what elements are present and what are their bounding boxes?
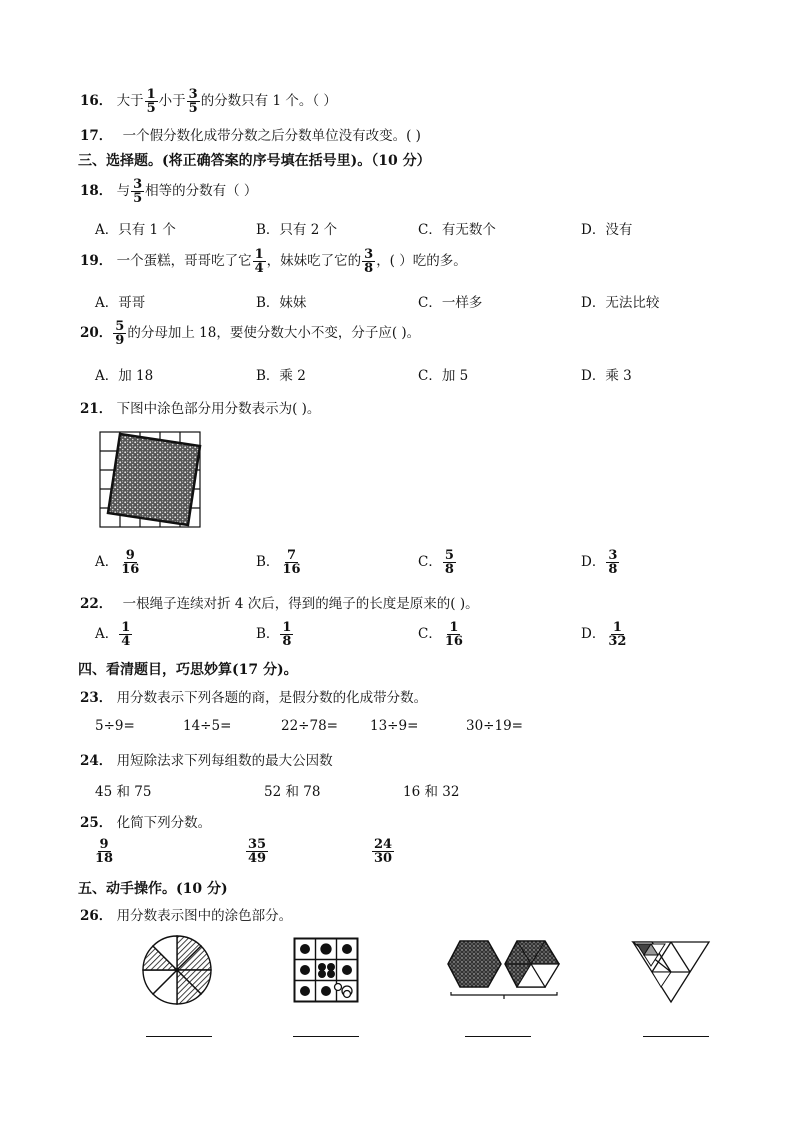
fraction: $\frac{1}{4}$ xyxy=(254,247,264,276)
question-24 xyxy=(80,749,333,769)
expression: 30÷19= xyxy=(466,718,523,734)
option-b: B．妹妹 xyxy=(256,295,307,311)
fraction: $\frac{1}{8}$ xyxy=(282,620,292,649)
option-d: D． $\frac{3}{8}$ xyxy=(581,548,618,577)
question-number: 16． xyxy=(80,93,113,109)
question-text-mid: ，妹妹吃了它的 xyxy=(266,253,362,269)
fraction: $\frac{24}{30}$ xyxy=(374,837,393,866)
answer-blank[interactable] xyxy=(465,1036,531,1037)
section-title: 五、动手操作。(10 分) xyxy=(78,881,228,897)
question-number: 26． xyxy=(80,908,113,924)
option-a: A．只有 1 个 xyxy=(95,222,176,238)
question-17 xyxy=(80,124,421,144)
question-number: 25． xyxy=(80,815,113,831)
question-number: 19． xyxy=(80,253,113,269)
number-pair: 45 和 75 xyxy=(95,784,152,800)
fraction-item xyxy=(92,838,116,865)
expression: 14÷5= xyxy=(183,718,232,734)
fraction: $\frac{3}{5}$ xyxy=(188,87,198,116)
answer-blank[interactable] xyxy=(293,1036,359,1037)
hexagons-figure xyxy=(445,937,563,1003)
fraction: $\frac{9}{18}$ xyxy=(95,837,114,866)
option-b: B． $\frac{7}{16}$ xyxy=(256,548,301,577)
fraction: $\frac{1}{16}$ xyxy=(444,620,463,649)
answer-blank[interactable] xyxy=(146,1036,212,1037)
question-number: 18． xyxy=(80,183,113,199)
question-20 xyxy=(80,320,420,347)
section-title: 三、选择题。(将正确答案的序号填在括号里)。（10 分） xyxy=(78,153,431,169)
question-text-post: 的分母加上 18，要使分数大小不变，分子应( )。 xyxy=(127,325,421,341)
fraction: $\frac{1}{32}$ xyxy=(608,620,627,649)
fraction-item xyxy=(371,838,395,865)
question-text-post: 相等的分数有（ ） xyxy=(145,183,258,199)
question-text-pre: 与 xyxy=(116,183,131,199)
option-b: B．只有 2 个 xyxy=(256,222,338,238)
question-text: 化简下列分数。 xyxy=(116,815,212,831)
question-16 xyxy=(80,88,337,115)
grid-figure xyxy=(99,431,203,529)
option-c: C．一样多 xyxy=(418,295,483,311)
option-b: B． $\frac{1}{8}$ xyxy=(256,620,292,649)
option-d: D．没有 xyxy=(581,222,633,238)
question-number: 21． xyxy=(80,401,113,417)
fraction: $\frac{35}{49}$ xyxy=(248,837,267,866)
question-25 xyxy=(80,811,211,831)
fraction: $\frac{3}{8}$ xyxy=(608,548,618,577)
number-pair: 16 和 32 xyxy=(403,784,460,800)
question-number: 20． xyxy=(80,325,113,341)
question-19 xyxy=(80,248,467,275)
question-number: 17． xyxy=(80,128,113,144)
question-text-post: 的分数只有 1 个。（ ） xyxy=(200,93,337,109)
option-c: C． $\frac{5}{8}$ xyxy=(418,548,454,577)
question-text: 用分数表示图中的涂色部分。 xyxy=(116,908,293,924)
fraction: $\frac{3}{5}$ xyxy=(133,177,143,206)
option-c: C． $\frac{1}{16}$ xyxy=(418,620,463,649)
question-text-post: ，( ）吃的多。 xyxy=(376,253,467,269)
pie-figure xyxy=(141,934,213,1006)
question-text-pre: 一个蛋糕，哥哥吃了它 xyxy=(116,253,252,269)
question-number: 24． xyxy=(80,753,113,769)
option-a: A． $\frac{9}{16}$ xyxy=(95,548,140,577)
question-text: 用分数表示下列各题的商，是假分数的化成带分数。 xyxy=(116,690,428,706)
question-text: 下图中涂色部分用分数表示为( )。 xyxy=(116,401,321,417)
fraction: $\frac{1}{5}$ xyxy=(146,87,156,116)
option-d: D．乘 3 xyxy=(581,368,632,384)
fraction: $\frac{1}{4}$ xyxy=(121,620,131,649)
option-c: C．加 5 xyxy=(418,368,469,384)
expression: 5÷9= xyxy=(95,718,135,734)
question-text: 一根绳子连续对折 4 次后，得到的绳子的长度是原来的( )。 xyxy=(122,596,479,612)
fraction-item xyxy=(245,838,269,865)
option-c: C．有无数个 xyxy=(418,222,496,238)
question-26 xyxy=(80,904,292,924)
option-a: A． $\frac{1}{4}$ xyxy=(95,620,131,649)
question-21 xyxy=(80,397,320,417)
expression: 13÷9= xyxy=(370,718,419,734)
option-d: D． $\frac{1}{32}$ xyxy=(581,620,627,649)
question-text-mid: 小于 xyxy=(158,93,186,109)
fraction: $\frac{7}{16}$ xyxy=(282,548,301,577)
question-18 xyxy=(80,178,257,205)
fraction: $\frac{3}{8}$ xyxy=(364,247,374,276)
shaded-square xyxy=(108,434,200,525)
question-text-pre: 大于 xyxy=(116,93,144,109)
option-a: A．加 18 xyxy=(95,368,154,384)
triangle-figure xyxy=(631,940,711,1004)
expression: 22÷78= xyxy=(281,718,338,734)
question-number: 22． xyxy=(80,596,113,612)
question-text: 一个假分数化成带分数之后分数单位没有改变。( ) xyxy=(122,128,421,144)
answer-blank[interactable] xyxy=(643,1036,709,1037)
question-23 xyxy=(80,686,427,706)
number-pair: 52 和 78 xyxy=(264,784,321,800)
fraction: $\frac{9}{16}$ xyxy=(121,548,140,577)
fraction: $\frac{5}{9}$ xyxy=(115,319,125,348)
fraction: $\frac{5}{8}$ xyxy=(444,548,454,577)
option-b: B．乘 2 xyxy=(256,368,306,384)
option-a: A．哥哥 xyxy=(95,295,146,311)
question-text: 用短除法求下列每组数的最大公因数 xyxy=(116,753,333,769)
question-number: 23． xyxy=(80,690,113,706)
dots-figure xyxy=(293,937,359,1003)
option-d: D．无法比较 xyxy=(581,295,660,311)
question-22 xyxy=(80,592,479,612)
section-title: 四、看清题目，巧思妙算(17 分)。 xyxy=(78,662,298,678)
